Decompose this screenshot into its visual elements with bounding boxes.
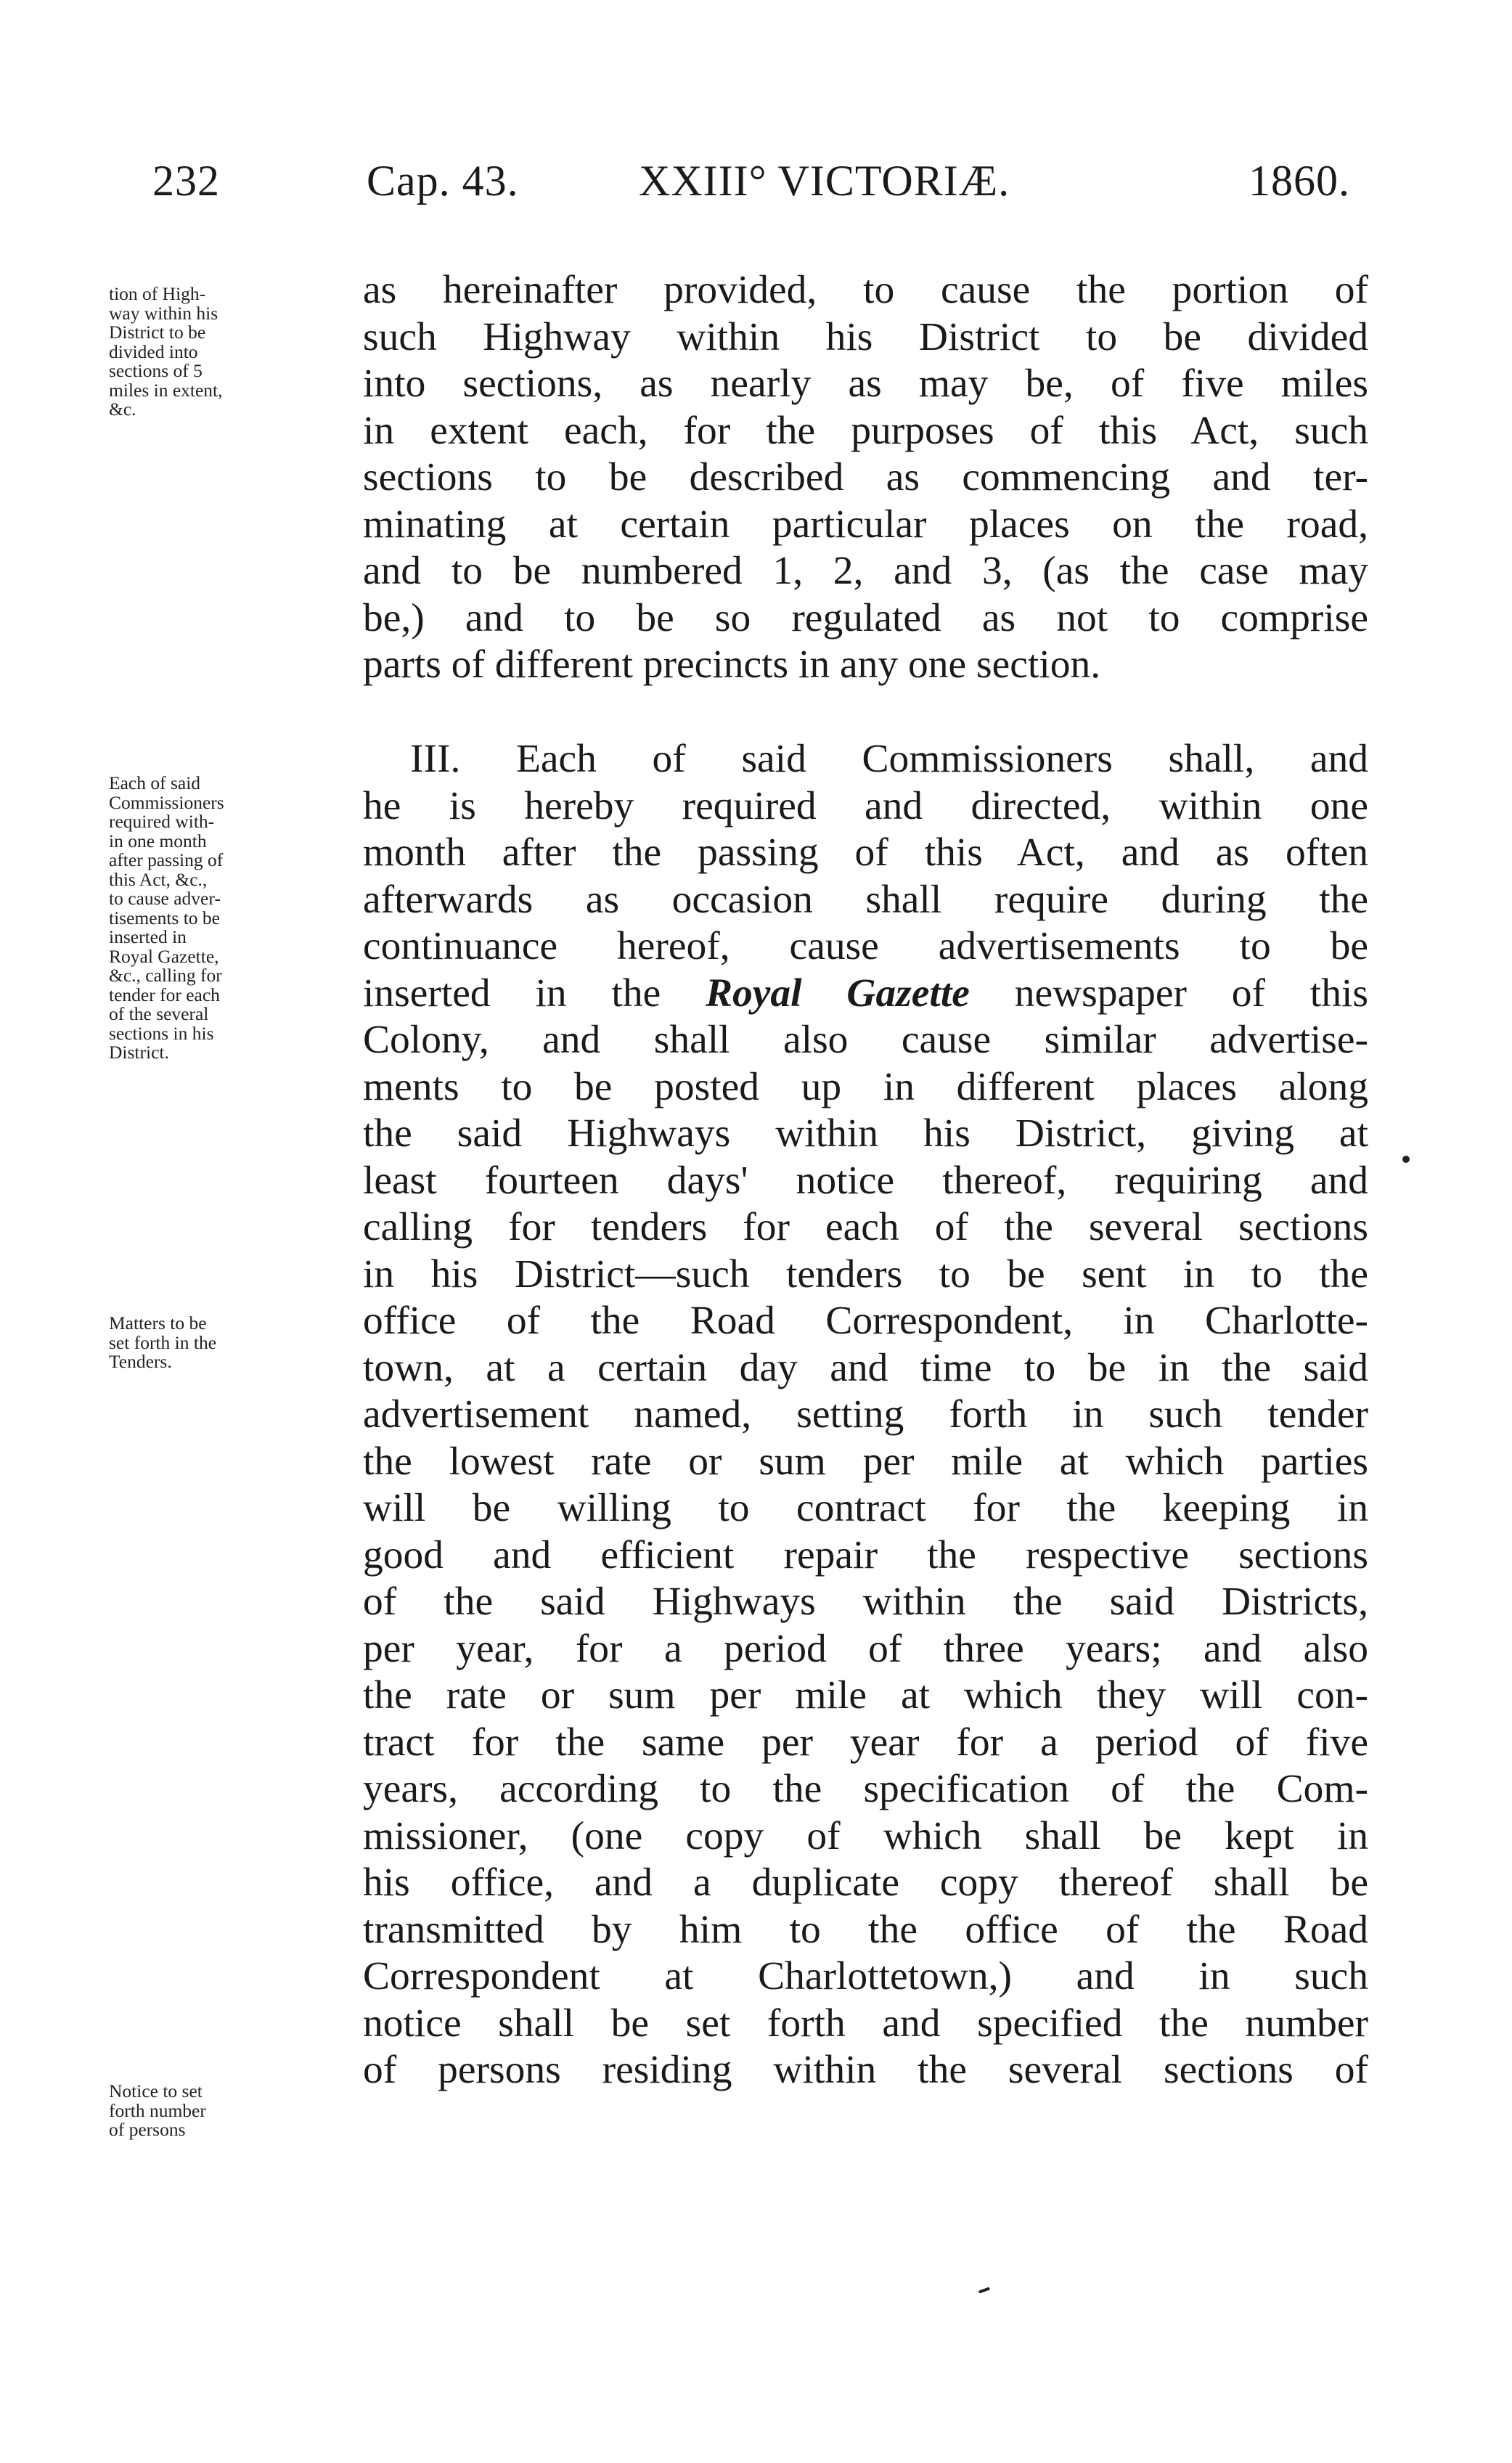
margin-note-sections xyxy=(109,285,356,420)
margin-note-tenders xyxy=(109,1314,356,1372)
margin-note-line: required with- xyxy=(109,811,215,832)
margin-note-line: Each of said xyxy=(109,772,201,793)
margin-note-line: in one month xyxy=(109,830,207,851)
ink-mark xyxy=(978,2287,990,2293)
text-line: the said Highways within his District, giving at xyxy=(363,1111,1368,1156)
text-line: notice shall be set forth and specified the number xyxy=(363,2001,1368,2046)
text-line: office of the Road Correspondent, in Charlotte- xyxy=(363,1299,1368,1343)
text-line: month after the passing of this Act, and as often xyxy=(363,830,1368,875)
chapter-number: Cap. 43. xyxy=(367,157,519,205)
margin-note-line: tisements to be xyxy=(109,907,220,928)
margin-note-line: this Act, &c., xyxy=(109,868,208,890)
text-line: missioner, (one copy of which shall be kept in xyxy=(363,1813,1368,1858)
margin-note-line: inserted in xyxy=(109,926,187,947)
margin-note-line: of the several xyxy=(109,1003,209,1024)
text-line: good and efficient repair the respective sections xyxy=(363,1532,1368,1577)
text-line: of the said Highways within the said Districts, xyxy=(363,1580,1368,1624)
text-line: Correspondent at Charlottetown,) and in such xyxy=(363,1954,1368,1998)
margin-note-line: divided into xyxy=(109,340,198,362)
margin-note-line: tender for each xyxy=(109,984,220,1005)
text-line: of persons residing within the several sections of xyxy=(363,2048,1368,2092)
margin-note-line: of persons xyxy=(109,2119,186,2140)
running-head xyxy=(0,156,1512,214)
margin-note-advertisements xyxy=(109,774,356,1063)
margin-note-line: set forth in the xyxy=(109,1331,217,1353)
text-line: such Highway within his District to be divided xyxy=(363,314,1368,359)
text-line: transmitted by him to the office of the Road xyxy=(363,1907,1368,1952)
text-line: be,) and to be so regulated as not to comprise xyxy=(363,595,1368,640)
margin-note-line: District to be xyxy=(109,322,206,343)
margin-note-line: Tenders. xyxy=(109,1351,172,1372)
text-line: III. Each of said Commissioners shall, and xyxy=(410,737,1368,781)
text-segment: inserted in the xyxy=(363,971,706,1016)
text-line: parts of different precincts in any one section. xyxy=(363,642,1101,687)
text-line: in his District—such tenders to be sent in to the xyxy=(363,1251,1368,1296)
margin-note-line: after passing of xyxy=(109,849,224,870)
text-line: calling for tenders for each of the several sections xyxy=(363,1205,1368,1249)
page-number: 232 xyxy=(152,157,220,205)
text-segment: newspaper of this xyxy=(969,971,1368,1016)
text-line: continuance hereof, cause advertisements to be xyxy=(363,924,1368,968)
text-line: tract for the same per year for a period of five xyxy=(363,1720,1368,1765)
text-line: ments to be posted up in different places along xyxy=(363,1064,1368,1109)
margin-note-line: tion of High- xyxy=(109,283,206,304)
margin-note-line: sections in his xyxy=(109,1022,214,1044)
margin-note-line: Matters to be xyxy=(109,1312,207,1333)
text-line: sections to be described as commencing and ter- xyxy=(363,455,1368,499)
text-line: Colony, and shall also cause similar advertise- xyxy=(363,1018,1368,1062)
ink-speck xyxy=(1402,1156,1410,1163)
regnal-year: XXIII° VICTORIÆ. xyxy=(639,157,1010,205)
text-line: town, at a certain day and time to be in the said xyxy=(363,1345,1368,1390)
text-line: minating at certain particular places on the road, xyxy=(363,502,1368,547)
text-line: will be willing to contract for the keeping in xyxy=(363,1486,1368,1530)
margin-note-line: to cause adver- xyxy=(109,888,221,909)
text-line: years, according to the specification of the Com- xyxy=(363,1767,1368,1811)
text-line: per year, for a period of three years; and also xyxy=(363,1626,1368,1671)
text-line: in extent each, for the purposes of this Act, such xyxy=(363,408,1368,453)
margin-note-line: Commissioners xyxy=(109,791,224,813)
text-line: he is hereby required and directed, within one xyxy=(363,783,1368,828)
royal-gazette-title: Royal Gazette xyxy=(706,971,970,1016)
year: 1860. xyxy=(1249,157,1350,205)
margin-note-line: sections of 5 xyxy=(109,360,203,381)
section-iii-paragraph xyxy=(363,736,1368,2094)
text-line: advertisement named, setting forth in such tender xyxy=(363,1392,1368,1437)
paragraph-continued xyxy=(363,267,1368,689)
margin-note-line: District. xyxy=(109,1042,169,1063)
text-line-with-italic xyxy=(363,971,1368,1018)
margin-note-notice xyxy=(109,2082,356,2140)
margin-note-line: Royal Gazette, xyxy=(109,945,219,967)
margin-note-line: &c. xyxy=(109,399,136,420)
margin-note-line: miles in extent, xyxy=(109,379,223,401)
text-line: his office, and a duplicate copy thereof shall be xyxy=(363,1860,1368,1905)
text-line: into sections, as nearly as may be, of five miles xyxy=(363,362,1368,406)
margin-note-line: &c., calling for xyxy=(109,965,222,986)
margin-note-line: Notice to set xyxy=(109,2080,203,2101)
text-line: as hereinafter provided, to cause the portion of xyxy=(363,268,1368,312)
margin-note-line: way within his xyxy=(109,302,218,324)
text-line: the lowest rate or sum per mile at which parties xyxy=(363,1439,1368,1484)
text-line: afterwards as occasion shall require during the xyxy=(363,877,1368,922)
text-line: and to be numbered 1, 2, and 3, (as the case may xyxy=(363,549,1368,593)
text-line: least fourteen days' notice thereof, requiring and xyxy=(363,1158,1368,1203)
text-line: the rate or sum per mile at which they will con- xyxy=(363,1673,1368,1717)
margin-note-line: forth number xyxy=(109,2099,206,2121)
